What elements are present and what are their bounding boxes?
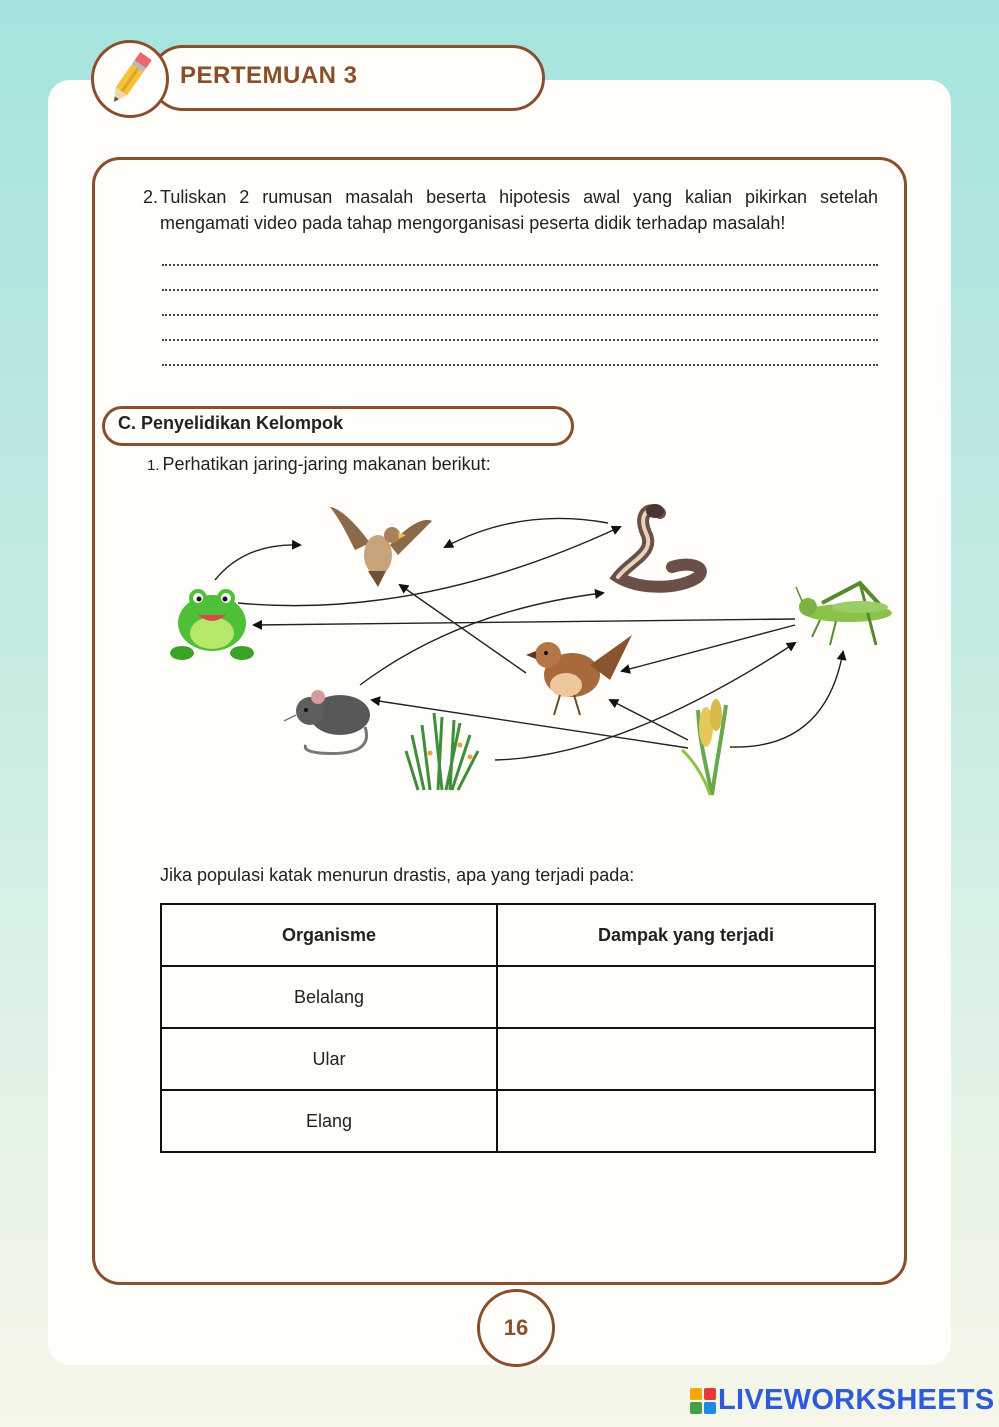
arrow-frog-to-snake — [238, 527, 620, 606]
table-row — [161, 1028, 875, 1090]
arrow-grasshopper-to-frog — [254, 619, 795, 625]
table-header-row — [161, 904, 875, 966]
impact-answer-cell[interactable] — [497, 966, 875, 1028]
answer-line[interactable] — [162, 289, 878, 291]
pencil-badge — [91, 40, 169, 118]
question-2 — [143, 184, 878, 236]
liveworksheets-logo-icon — [690, 1388, 716, 1414]
arrow-frog-to-eagle — [215, 545, 300, 580]
prompt-text: Jika populasi katak menurun drastis, apa yang terjadi pada: — [160, 865, 635, 885]
question-2-number: 2. — [143, 187, 159, 207]
impact-answer-cell[interactable] — [497, 1090, 875, 1152]
table-row — [161, 1090, 875, 1152]
answer-line[interactable] — [162, 339, 878, 341]
impact-answer-cell[interactable] — [497, 1028, 875, 1090]
eagle-icon — [330, 507, 432, 587]
answer-line[interactable] — [162, 364, 878, 366]
food-web-diagram — [160, 495, 920, 815]
arrow-bird-to-eagle — [400, 585, 526, 673]
snake-icon — [618, 504, 701, 587]
question-1 — [147, 454, 491, 475]
mouse-icon — [284, 690, 370, 753]
organism-cell: Elang — [161, 1090, 497, 1152]
arrow-grasshopper-to-bird — [622, 625, 795, 671]
grass-icon — [406, 713, 478, 790]
page-title: PERTEMUAN 3 — [180, 62, 358, 89]
question-2-text: Tuliskan 2 rumusan masalah beserta hipotesis awal yang kalian pikirkan setelah mengamati video pada tahap mengorganisasi peserta didik terhadap masalah! — [160, 187, 878, 233]
grasshopper-icon — [796, 583, 892, 645]
answer-line[interactable] — [162, 264, 878, 266]
frog-icon — [170, 589, 254, 660]
rice-plant-icon — [682, 699, 726, 795]
pencil-icon — [94, 43, 166, 115]
organism-cell: Ular — [161, 1028, 497, 1090]
section-title: C. Penyelidikan Kelompok — [118, 413, 344, 433]
table-row — [161, 966, 875, 1028]
question-1-text: Perhatikan jaring-jaring makanan berikut: — [162, 454, 491, 474]
table-header-impact: Dampak yang terjadi — [497, 904, 875, 966]
brand-name: LIVEWORKSHEETS — [718, 1384, 995, 1416]
arrow-rice-to-grasshopper — [730, 652, 843, 747]
answer-line[interactable] — [162, 314, 878, 316]
page-number: 16 — [503, 1315, 529, 1340]
organism-cell: Belalang — [161, 966, 497, 1028]
impact-table — [160, 903, 876, 1153]
table-header-organism: Organisme — [161, 904, 497, 966]
question-1-number: 1. — [147, 457, 160, 474]
arrow-rice-to-mouse — [372, 700, 688, 748]
